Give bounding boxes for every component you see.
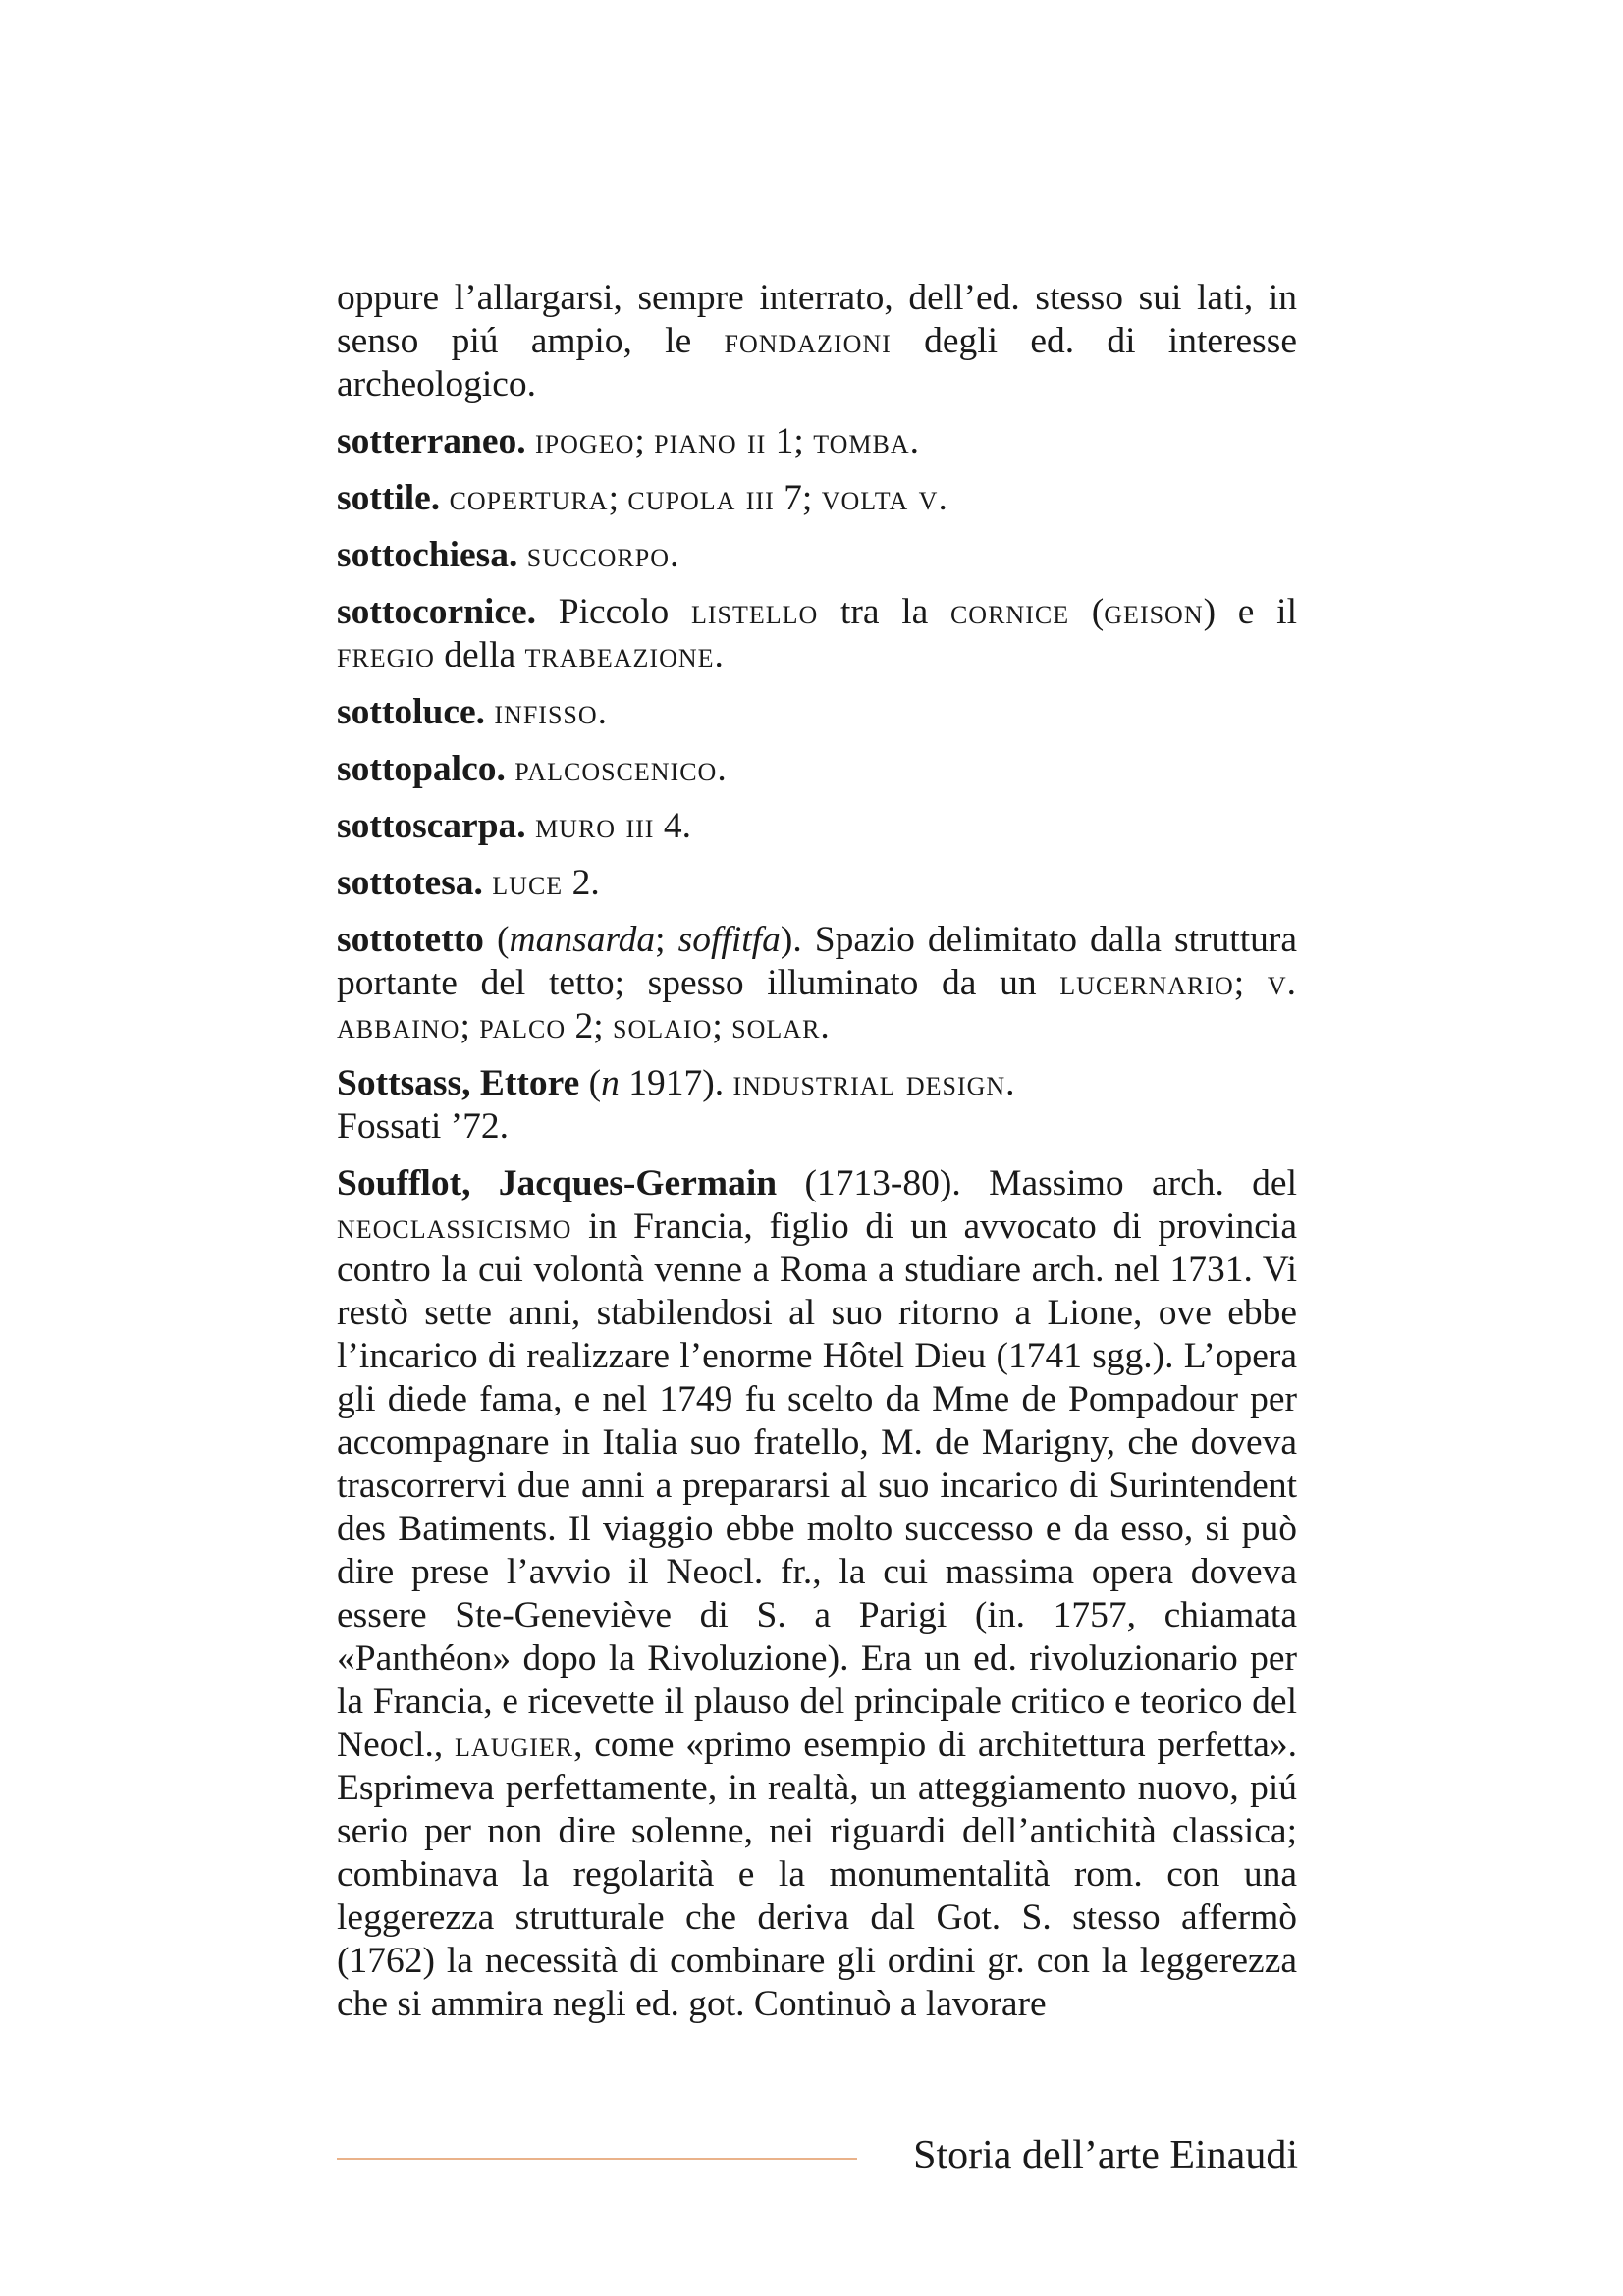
- entry-sottsass: [337, 1062, 1297, 1105]
- headword: sottoscarpa.: [337, 806, 526, 846]
- headword: sotterraneo.: [337, 421, 526, 461]
- entry-soufflot: [337, 1162, 1297, 2026]
- entry-text: degli ed. di interesse archeologico.: [337, 321, 1297, 404]
- entry-text: della: [434, 635, 525, 675]
- entry-text: (: [483, 920, 510, 960]
- cross-reference: cornice: [949, 592, 1070, 632]
- headword: sottotetto: [337, 920, 484, 960]
- cross-reference: palcoscenico: [514, 749, 718, 789]
- entry-text: (1713-80). Massimo arch. del: [777, 1163, 1297, 1203]
- entry-text: oppure l’allargarsi, sempre interrato, dell’ed. stesso sui lati, in senso piú ampio, le: [337, 278, 1297, 361]
- entry-text: 1917).: [619, 1063, 733, 1103]
- entry-continuation: [337, 277, 1297, 406]
- entry-sottopalco: [337, 748, 1297, 791]
- headword: sottotesa.: [337, 863, 483, 903]
- cross-reference: muro iii: [535, 806, 655, 846]
- headword: sottoluce.: [337, 692, 486, 732]
- entry-text: Piccolo: [536, 592, 691, 632]
- cross-reference: listello: [690, 592, 819, 632]
- entry-text: in Francia, figlio di un avvocato di provincia contro la cui volontà venne a Roma a studiare arch. nel 1731. Vi restò sette anni, stabilendosi al suo ritorno a Lione, ove ebbe l’incarico di realizzare l’enorme Hôtel Dieu (1741 sgg.). L’opera gli diede fama, e nel 1749 fu scelto da Mme de Pompadour per accompagnare in Italia suo fratello, M. de Marigny, che doveva trascorrervi due anni a prepararsi al suo incarico di Surintendent des Batiments. Il viaggio ebbe molto successo e da esso, si può dire prese l’avvio il Neocl. fr., la cui massima opera doveva essere Ste-Geneviève di S. a Parigi (in. 1757, chiamata «Panthéon» dopo la Rivoluzione). Era un ed. rivoluzionario per la Francia, e ricevette il plauso del principale critico e teorico del Neocl.,: [337, 1206, 1297, 1765]
- entry-text: .: [597, 692, 608, 732]
- headword: Sottsass, Ettore: [337, 1063, 580, 1103]
- headword: sottile.: [337, 478, 441, 518]
- cross-reference: piano ii: [654, 421, 767, 461]
- entry-text: ). Spazio delimitato dalla struttura portante del tetto; spesso illuminato da un: [337, 920, 1297, 1003]
- cross-reference: industrial design: [732, 1063, 1006, 1103]
- cross-reference: palco: [479, 1006, 567, 1046]
- footer-rule: [337, 2158, 857, 2160]
- entry-text: ;: [655, 920, 678, 960]
- entry-text: ;: [460, 1006, 480, 1046]
- entry-text: .: [717, 749, 727, 789]
- entry-text: ;: [1233, 963, 1268, 1003]
- cross-reference: solaio: [613, 1006, 713, 1046]
- cross-reference: fondazioni: [724, 321, 892, 361]
- footer-title: Storia dell’arte Einaudi: [913, 2133, 1298, 2178]
- cross-reference: volta v: [821, 478, 939, 518]
- entry-text: , come «primo esempio di architettura perfetta». Esprimeva perfettamente, in realtà, un atteggiamento nuovo, piú serio per non dire solenne, nei riguardi dell’antichità classica; combinava la regolarità e la monumentalità rom. con una leggerezza strutturale che deriva dal Got. S. stesso affermò (1762) la necessità di combinare gli ordini gr. con la leggerezza che si ammira negli ed. got. Continuò a lavorare: [337, 1725, 1297, 2024]
- entry-text: ;: [634, 421, 655, 461]
- entry-sottotetto: [337, 919, 1297, 1048]
- entry-text: ) e il: [1203, 592, 1297, 632]
- cross-reference: solar: [731, 1006, 821, 1046]
- cross-reference: ipogeo: [535, 421, 635, 461]
- entry-text: .: [909, 421, 920, 461]
- cross-reference: succorpo: [526, 535, 671, 575]
- entry-text: ;: [608, 478, 628, 518]
- cross-reference: lucernario: [1059, 963, 1234, 1003]
- entry-sottotesa: [337, 862, 1297, 905]
- entry-sotterraneo: [337, 420, 1297, 463]
- cross-reference: luce: [492, 863, 564, 903]
- cross-reference: geison: [1104, 592, 1204, 632]
- headword: sottochiesa.: [337, 535, 518, 575]
- dictionary-column: [337, 277, 1297, 2040]
- synonym: mansarda: [509, 920, 656, 960]
- cross-reference: tomba: [813, 421, 910, 461]
- cross-reference: trabeazione: [524, 635, 715, 675]
- entry-sottoscarpa: [337, 805, 1297, 848]
- entry-text: .: [714, 635, 724, 675]
- entry-sottile: [337, 477, 1297, 520]
- cross-reference: neoclassicismo: [337, 1206, 572, 1247]
- entry-text: 1;: [766, 421, 814, 461]
- cross-reference: cupola iii: [627, 478, 775, 518]
- entry-sottoluce: [337, 691, 1297, 734]
- entry-text: tra la: [818, 592, 950, 632]
- entry-sottocornice: [337, 591, 1297, 677]
- entry-text: 4.: [654, 806, 691, 846]
- cross-reference: copertura: [449, 478, 609, 518]
- entry-text: 2;: [566, 1006, 614, 1046]
- entry-text: .: [820, 1006, 830, 1046]
- entry-text: 2.: [563, 863, 600, 903]
- cross-reference: laugier: [455, 1725, 574, 1765]
- entry-text: .: [670, 535, 679, 575]
- synonym: soffitfa: [677, 920, 781, 960]
- entry-text: 7;: [774, 478, 822, 518]
- entry-text: (: [579, 1063, 602, 1103]
- entry-text: ;: [712, 1006, 732, 1046]
- bibliography-text: Fossati ’72.: [337, 1106, 510, 1147]
- cross-reference: fregio: [337, 635, 435, 675]
- entry-text: .: [1005, 1063, 1015, 1103]
- entry-text: (: [1069, 592, 1105, 632]
- entry-text: .: [938, 478, 947, 518]
- cross-reference: infisso: [494, 692, 598, 732]
- headword: sottocornice.: [337, 592, 537, 632]
- cross-reference: v. abbaino: [337, 963, 1297, 1046]
- abbreviation: n: [601, 1063, 620, 1103]
- headword: sottopalco.: [337, 749, 506, 789]
- entry-sottochiesa: [337, 534, 1297, 577]
- bibliography-reference: [337, 1105, 1297, 1148]
- headword: Soufflot, Jacques-Germain: [337, 1163, 778, 1203]
